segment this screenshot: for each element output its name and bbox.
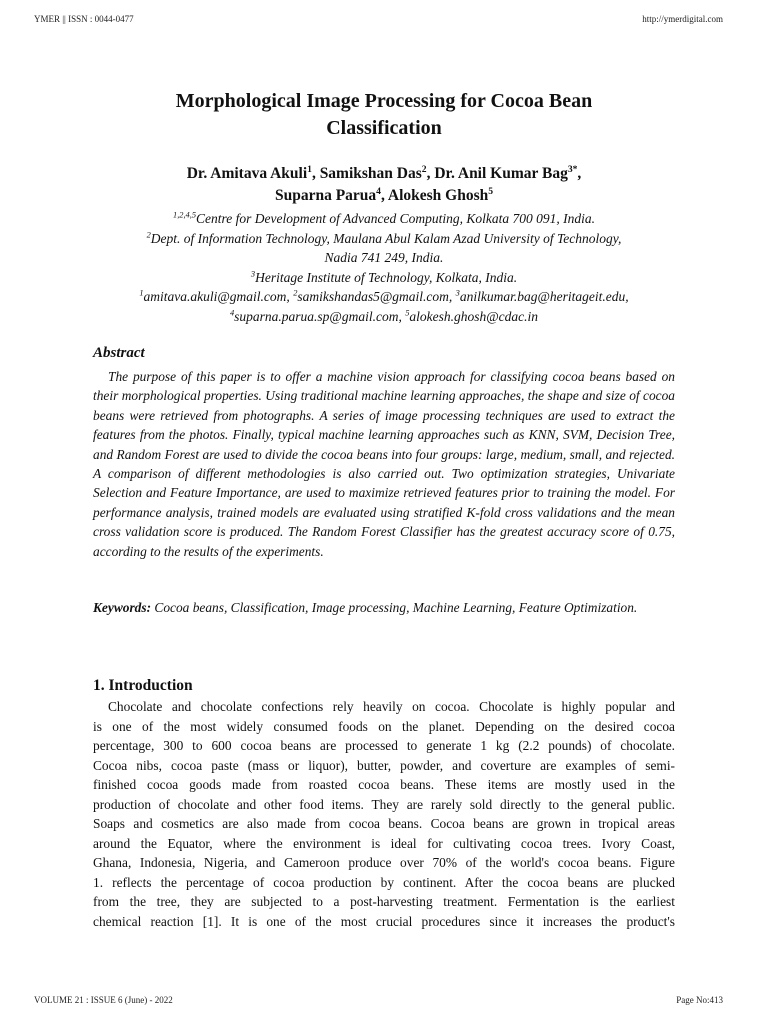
author-name: Samikshan Das xyxy=(319,165,422,182)
text-line: around the Equator, where the environment is ideal for cultivating cocoa trees. Ivory Coast, xyxy=(93,835,675,851)
author-sup: 3* xyxy=(567,163,578,175)
affiliation-text: Heritage Institute of Technology, Kolkata, India. xyxy=(255,269,518,285)
title-line: Morphological Image Processing for Cocoa Bean xyxy=(175,90,593,112)
text-line: percentage, 300 to 600 cocoa beans are processed to generate 1 kg (2.2 pounds) of chocolate. xyxy=(93,738,675,754)
affiliation-text: Nadia 741 249, India. xyxy=(324,250,444,266)
author-line: Dr. Amitava Akuli$^1$, Samikshan Das$^2$, Dr. Anil Kumar Bag$^{3*}$, xyxy=(186,163,582,182)
author-name: Dr. Anil Kumar Bag xyxy=(434,165,568,182)
email-link[interactable]: samikshandas5@gmail.com, xyxy=(297,289,453,305)
journal-header: YMER || ISSN : 0044-0477 xyxy=(34,14,134,24)
page-number: Page No:413 xyxy=(676,995,723,1005)
keywords-text: Cocoa beans, Classification, Image processing, Machine Learning, Feature Optimization. xyxy=(154,600,638,615)
email-sup: 4 xyxy=(229,308,235,318)
author-sup: 2 xyxy=(421,163,427,175)
author-sup: 1 xyxy=(307,163,312,175)
affiliation-sup: 2 xyxy=(146,230,151,240)
journal-url[interactable]: http://ymerdigital.com xyxy=(642,14,723,24)
title-line: Classification xyxy=(326,117,442,139)
author-name: Alokesh Ghosh xyxy=(387,187,489,204)
email-line xyxy=(93,307,675,327)
abstract-heading: Abstract xyxy=(93,345,145,361)
author-name: Dr. Amitava Akuli xyxy=(186,165,308,182)
section-heading: 1. Introduction xyxy=(93,677,193,694)
text-line: Cocoa nibs, cocoa paste (mass or liquor), butter, powder, and coverture are examples of semi- xyxy=(93,757,675,773)
email-link[interactable]: amitava.akuli@gmail.com, xyxy=(143,289,290,305)
paper-title xyxy=(93,88,675,142)
email-sup: 2 xyxy=(293,288,298,298)
affiliation-sup: 3 xyxy=(250,269,256,279)
text-line: chemical reaction [1]. It is one of the most crucial procedures since it increases the product's xyxy=(93,914,675,930)
email-sup: 3 xyxy=(455,288,460,298)
text-line: Chocolate and chocolate confections rely heavily on cocoa. Chocolate is highly popular and xyxy=(108,699,675,714)
affiliation-text: Centre for Development of Advanced Computing, Kolkata 700 091, India. xyxy=(196,211,595,226)
text-line: Ghana, Indonesia, Nigeria, and Cameroon produce over 70% of the world's cocoa beans. Figure xyxy=(93,855,675,871)
author-line: Suparna Parua$^4$, Alokesh Ghosh$^5$ xyxy=(274,185,494,204)
email-link[interactable]: alokesh.ghosh@cdac.in xyxy=(409,308,539,324)
email-sup: 5 xyxy=(405,308,410,318)
email-line xyxy=(93,287,675,307)
affiliation xyxy=(93,209,675,229)
affiliation xyxy=(93,248,675,268)
email-link[interactable]: suparna.parua.sp@gmail.com, xyxy=(234,308,402,324)
text-line: Soaps and cosmetics are also made from cocoa beans. Cocoa beans are grown in tropical areas xyxy=(93,816,675,832)
abstract-text: The purpose of this paper is to offer a machine vision approach for classifying cocoa beans based on their morphological properties. Using traditional machine learning approaches, the shape and size of cocoa beans were retrieved from photographs. A series of image processing techniques are used to extract the features from the photos. Finally, typical machine learning approaches such as KNN, SVM, Decision Tree, and Random Forest are used to divide the cocoa beans into four groups: large, medium, small, and rejected. A comparison of different methodologies is also carried out. Two optimization strategies, Univariate Selection and Feature Importance, are used to maximize retrieved features prior to training the model. For performance analysis, trained models are evaluated using stratified K-fold cross validations and the mean cross validation score is produced. The Random Forest Classifier has the greatest accuracy score of 0.75, according to the results of the experiments. xyxy=(93,369,675,559)
keywords-label: Keywords: xyxy=(93,600,152,615)
text-line: 1. reflects the percentage of cocoa production by continent. After the cocoa beans are plucked xyxy=(93,874,675,890)
text-line: from the tree, they are subjected to a post-harvesting treatment. Fermentation is the earliest xyxy=(93,894,675,910)
affiliations xyxy=(93,209,675,327)
email-sup: 1 xyxy=(139,288,144,298)
introduction-text xyxy=(93,697,675,932)
text-line: production of chocolate and other food items. They are rarely sold directly to the general public. xyxy=(93,796,675,812)
author-name: Suparna Parua xyxy=(274,187,377,204)
affiliation-sup: 1,2,4,5 xyxy=(173,210,197,220)
text-line: is one of the most widely consumed foods on the planet. Depending on the desired cocoa xyxy=(93,718,675,734)
author-list xyxy=(93,163,675,207)
volume-footer: VOLUME 21 : ISSUE 6 (June) - 2022 xyxy=(34,995,173,1005)
author-sup: 5 xyxy=(488,185,494,197)
affiliation xyxy=(93,229,675,249)
text-line: finished cocoa goods made from roasted cocoa beans. These items are mostly used in the xyxy=(93,777,675,793)
email-link[interactable]: anilkumar.bag@heritageit.edu, xyxy=(459,289,629,305)
keywords xyxy=(93,598,675,618)
affiliation xyxy=(93,268,675,288)
affiliation-text: Dept. of Information Technology, Maulana Abul Kalam Azad University of Technology, xyxy=(150,230,622,246)
author-sup: 4 xyxy=(376,185,381,197)
